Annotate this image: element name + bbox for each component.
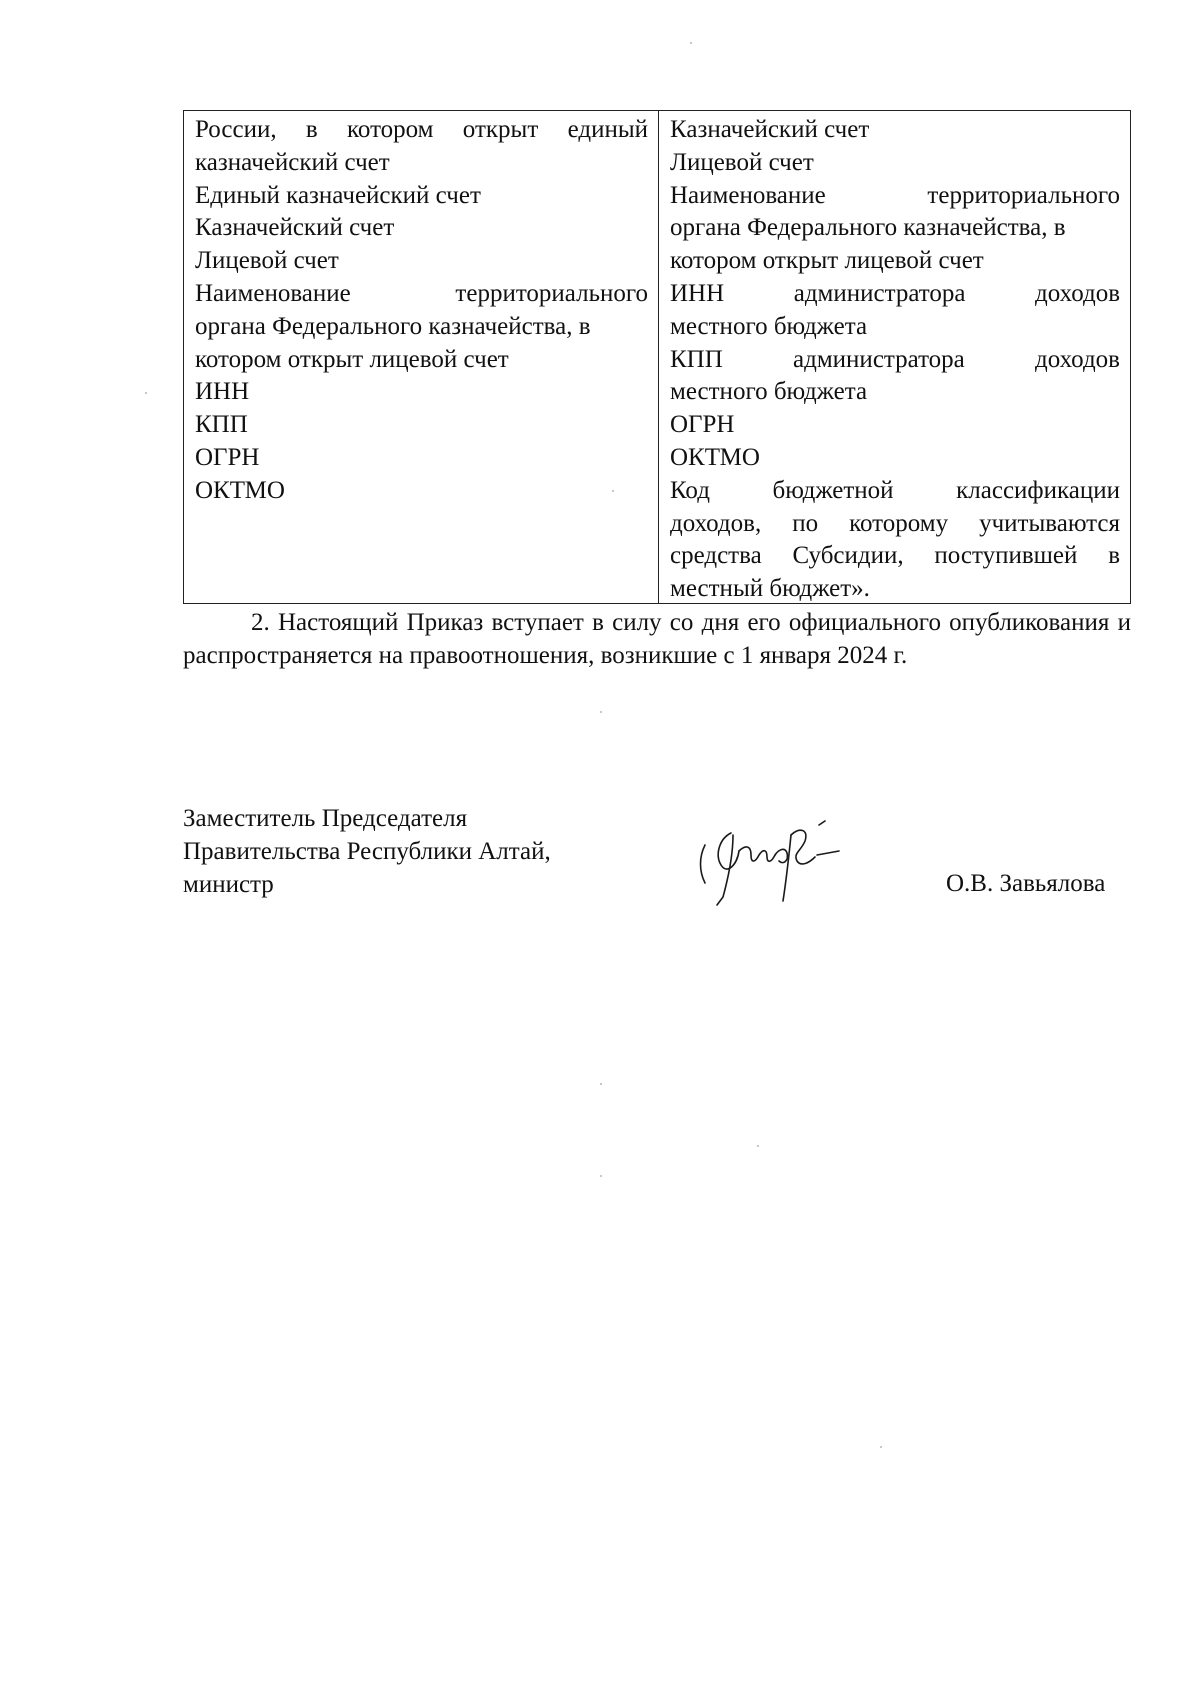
requisites-right-line: местный бюджет». [670, 575, 870, 603]
requisites-left-line: казначейский счет [195, 148, 390, 176]
scan-speck [690, 42, 692, 44]
signatory-name: О.В. Завьялова [946, 870, 1106, 897]
signatory-title-line: Правительства Республики Алтай, [183, 838, 551, 865]
requisites-right-line: Наименование территориального [670, 181, 1120, 209]
scan-speck [600, 1175, 602, 1177]
requisites-right-line: Казначейский счет [670, 116, 870, 143]
requisites-right-line: местного бюджета [670, 378, 868, 406]
requisites-right-line: местного бюджета [670, 312, 868, 340]
requisites-right-line: ИНН администратора доходов [670, 279, 1120, 307]
scan-speck [880, 1446, 882, 1448]
requisites-right-line: Лицевой счет [670, 148, 814, 176]
scan-speck [612, 490, 614, 492]
requisites-left-line: котором открыт лицевой счет [195, 345, 509, 373]
requisites-right-line: котором открыт лицевой счет [670, 247, 984, 275]
requisites-left-line: ИНН [195, 378, 250, 406]
scan-speck [600, 1083, 602, 1085]
requisites-left-line: Казначейский счет [195, 214, 395, 242]
requisites-left-line: Наименование территориального [195, 279, 648, 307]
requisites-right-line: доходов, по которому учитываются [670, 509, 1120, 537]
scan-speck [600, 711, 602, 713]
requisites-right-line: ОГРН [670, 411, 735, 439]
signatory-title-line: Заместитель Председателя [183, 805, 468, 832]
signatory-title [183, 802, 551, 901]
requisites-table-right-column [659, 111, 1130, 603]
scan-speck [757, 1145, 759, 1147]
requisites-left-line: органа Федерального казначейства, в [195, 312, 591, 340]
handwritten-signature [693, 805, 863, 910]
signatory-title-line: министр [183, 871, 274, 898]
requisites-right-line: Код бюджетной классификации [670, 476, 1120, 504]
requisites-right-line: КПП администратора доходов [670, 345, 1120, 373]
requisites-left-line: Лицевой счет [195, 247, 339, 275]
requisites-left-line: Единый казначейский счет [195, 181, 481, 209]
requisites-left-line: ОГРН [195, 443, 260, 471]
scan-speck [145, 392, 147, 394]
requisites-table [183, 110, 1131, 604]
requisites-left-line: ОКТМО [195, 476, 285, 504]
paragraph-2: 2. Настоящий Приказ вступает в силу со дня его официального опубликования и распространяется на правоотношения, возникшие с 1 января 2024 г. [183, 609, 1131, 669]
requisites-right-line: средства Субсидии, поступившей в [670, 542, 1120, 570]
requisites-left-line: России, в котором открыт единый [195, 116, 648, 143]
requisites-right-line: ОКТМО [670, 443, 760, 471]
requisites-left-line: КПП [195, 411, 248, 439]
requisites-right-line: органа Федерального казначейства, в [670, 214, 1066, 242]
requisites-table-left-column [184, 111, 659, 603]
